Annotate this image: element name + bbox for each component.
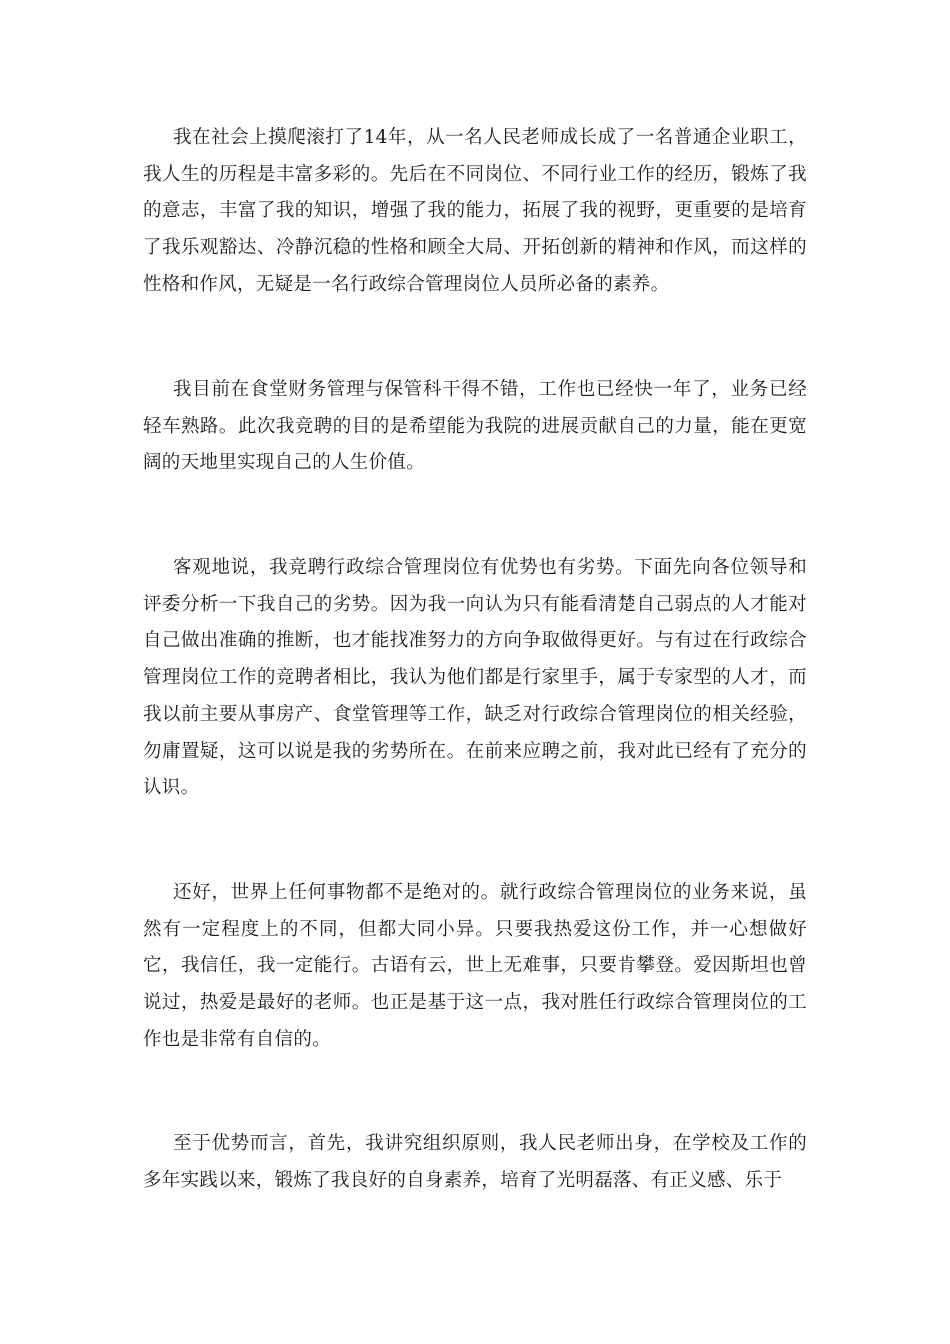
paragraph-experience: 我在社会上摸爬滚打了14年，从一名人民老师成长成了一名普通企业职工，我人生的历程是丰富多彩的。先后在不同岗位、不同行业工作的经历，锻炼了我的意志，丰富了我的知识，增强了我的能力，拓展了我的视野，更重要的是培育了我乐观豁达、冷静沉稳的性格和顾全大局、开拓创新的精神和作风，而这样的性格和作风，无疑是一名行政综合管理岗位人员所必备的素养。 (143, 127, 807, 295)
paragraph-strengths: 至于优势而言，首先，我讲究组织原则，我人民老师出身，在学校及工作的多年实践以来，锻炼了我良好的自身素养，培育了光明磊落、有正义感、乐于 (143, 1133, 807, 1191)
paragraph-current-work: 我目前在食堂财务管理与保管科干得不错，工作也已经快一年了，业务已经轻车熟路。此次我竞聘的目的是希望能为我院的进展贡献自己的力量，能在更宽阔的天地里实现自己的人生价值。 (143, 379, 807, 474)
paragraph-weakness: 客观地说，我竞聘行政综合管理岗位有优势也有劣势。下面先向各位领导和评委分析一下我自己的劣势。因为我一向认为只有能看清楚自己弱点的人才能对自己做出准确的推断，也才能找准努力的方向争取做得更好。与有过在行政综合管理岗位工作的竞聘者相比，我认为他们都是行家里手，属于专家型的人才，而我以前主要从事房产、食堂管理等工作，缺乏对行政综合管理岗位的相关经验，勿庸置疑，这可以说是我的劣势所在。在前来应聘之前，我对此已经有了充分的认识。 (143, 557, 807, 799)
paragraph-confidence: 还好，世界上任何事物都不是绝对的。就行政综合管理岗位的业务来说，虽然有一定程度上的不同，但都大同小异。只要我热爱这份工作，并一心想做好它，我信任，我一定能行。古语有云，世上无难事，只要肯攀登。爱因斯坦也曾说过，热爱是最好的老师。也正是基于这一点，我对胜任行政综合管理岗位的工作也是非常有自信的。 (143, 882, 807, 1050)
